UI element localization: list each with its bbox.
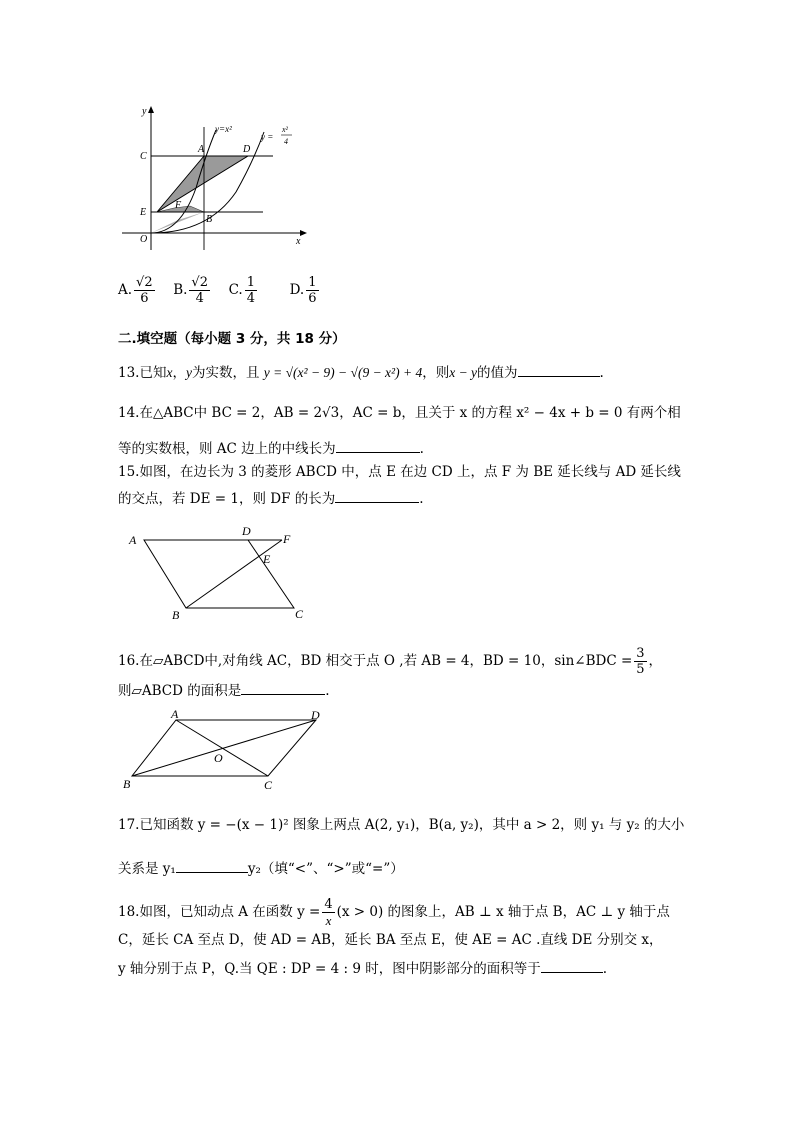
label-C: C <box>295 607 304 621</box>
option-d-label: D. <box>289 282 305 298</box>
question-18-line3: y 轴分别于点 P，Q.当 QE : DP = 4 : 9 时，图中阴影部分的面积等于 . <box>118 958 607 978</box>
option-d-value: $\frac{1}{6}$ <box>308 275 317 306</box>
question-17-line2: 关系是 y₁ y₂（填“<”、“>”或“=”） <box>118 858 404 878</box>
section-heading: 二.填空题（每小题 3 分，共 18 分） <box>118 331 346 347</box>
curve2-den: 4 <box>284 137 288 146</box>
x-arrow <box>300 230 307 236</box>
q12-figure <box>118 102 308 252</box>
label-O: O <box>214 751 223 765</box>
label-C: C <box>140 151 147 162</box>
question-16-line2: 则▱ABCD 的面积是 . <box>118 680 330 700</box>
q14-answer-blank[interactable] <box>336 438 420 453</box>
q17-answer-blank[interactable] <box>176 858 248 873</box>
q16-fraction: $\frac{3}{5}$ <box>636 646 645 677</box>
q15-figure <box>122 522 322 622</box>
curve2-label: y = <box>261 132 274 142</box>
y-arrow <box>148 106 154 113</box>
question-18-line1: 18.如图，已知动点 A 在函数 y = $\frac{4}{x}$ (x > 0) 的图象上，AB ⊥ x 轴于点 B，AC ⊥ y 轴于点 <box>118 897 670 928</box>
question-15-line2: 的交点，若 DE = 1，则 DF 的长为 . <box>118 488 424 508</box>
label-A: A <box>129 533 137 547</box>
option-c-value: $\frac{1}{4}$ <box>246 275 255 306</box>
label-D: D <box>311 708 320 722</box>
option-a-value: $\frac{√2}{6}$ <box>136 275 153 306</box>
q18-answer-blank[interactable] <box>541 958 603 973</box>
label-C: C <box>264 778 273 792</box>
question-17-line1: 17.已知函数 y = −(x − 1)² 图象上两点 A(2, y₁)，B(a, y₂)，其中 a > 2，则 y₁ 与 y₂ 的大小 <box>118 817 685 833</box>
label-F: F <box>175 200 182 211</box>
line-b-f <box>186 540 282 608</box>
curve1-label: y=x² <box>215 124 232 134</box>
q18-fraction: $\frac{4}{x}$ <box>324 897 333 928</box>
option-c-label: C. <box>228 282 243 298</box>
label-y: y <box>142 106 147 117</box>
label-F: F <box>283 532 291 546</box>
label-B: B <box>172 608 180 622</box>
q12-options <box>118 275 321 306</box>
question-14-line2: 等的实数根，则 AC 边上的中线长为 . <box>118 438 424 458</box>
label-B: B <box>206 214 213 225</box>
option-b-value: $\frac{√2}{4}$ <box>191 275 208 306</box>
label-A: A <box>198 144 205 155</box>
diagonal-ac <box>176 720 268 776</box>
label-x: x <box>296 236 301 247</box>
option-b-label: B. <box>173 282 188 298</box>
q13-answer-blank[interactable] <box>518 362 600 377</box>
label-D: D <box>243 144 251 155</box>
label-O: O <box>140 234 148 245</box>
label-B: B <box>123 777 131 791</box>
label-D: D <box>242 524 251 538</box>
q13-equation: y = √(x² − 9) − √(9 − x²) + 4 <box>263 365 423 380</box>
label-E: E <box>140 207 147 218</box>
rhombus-abcd <box>144 540 294 608</box>
label-A: A <box>171 707 179 721</box>
q15-answer-blank[interactable] <box>335 488 419 503</box>
diagonal-bd <box>132 720 316 776</box>
q16-answer-blank[interactable] <box>241 680 325 695</box>
q16-figure <box>120 706 340 796</box>
label-E: E <box>263 552 271 566</box>
question-18-line2: C，延长 CA 至点 D，使 AD = AB，延长 BA 至点 E，使 AE = AC .直线 DE 分别交 x， <box>118 932 663 948</box>
question-14-line1: 14.在△ABC中 BC = 2，AB = 2√3，AC = b，且关于 x 的方程 x² − 4x + b = 0 有两个相 <box>118 405 681 421</box>
question-16-line1: 16.在▱ABCD中,对角线 AC，BD 相交于点 O ,若 AB = 4，BD = 10，sin∠BDC = $\frac{3}{5}$ ， <box>118 646 663 677</box>
curve2-num: x² <box>282 125 288 134</box>
question-13: 13.已知x，y为实数，且 y = √(x² − 9) − √(9 − x²) + 4，则x − y的值为 . <box>118 362 604 382</box>
question-15-line1: 15.如图，在边长为 3 的菱形 ABCD 中，点 E 在边 CD 上，点 F 为 BE 延长线与 AD 延长线 <box>118 464 681 480</box>
shaded-wedge <box>151 212 204 233</box>
option-a-label: A. <box>118 282 133 298</box>
